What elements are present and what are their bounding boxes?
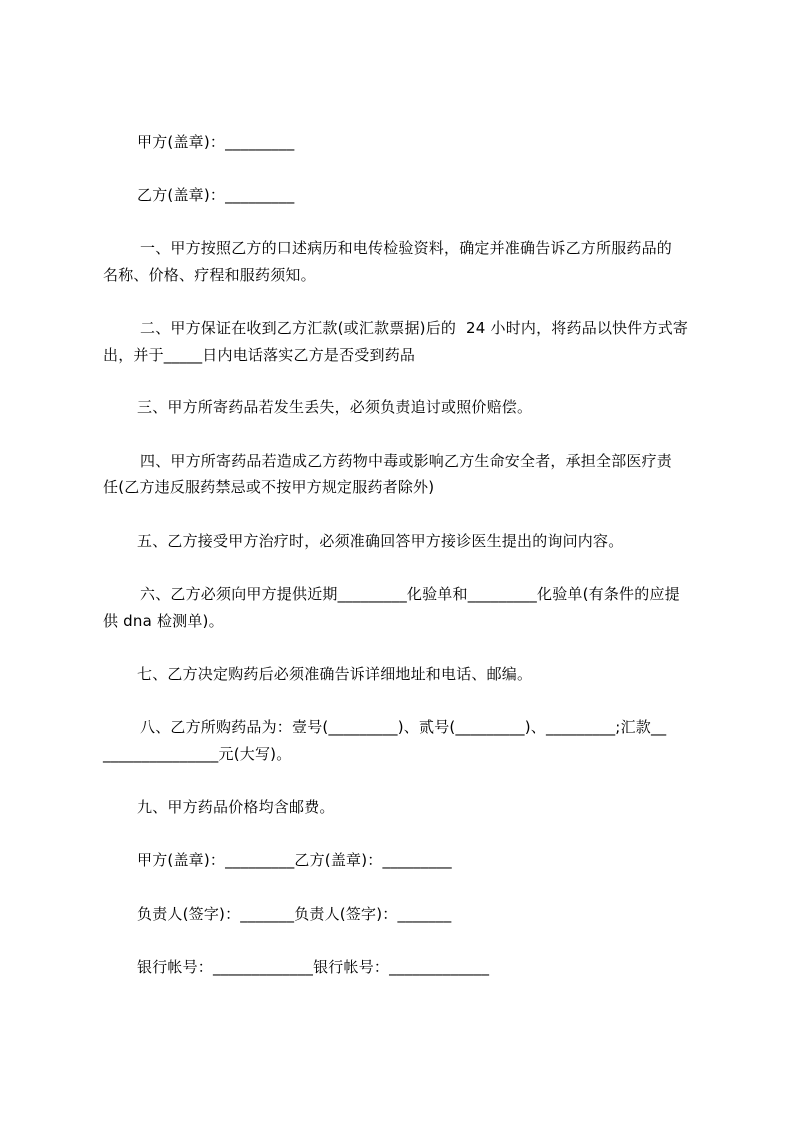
- clause-1-line-1: 一、甲方按照乙方的口述病历和电传检验资料，确定并准确告诉乙方所服药品的: [140, 239, 673, 257]
- clause-2-line-1: 二、甲方保证在收到乙方汇款(或汇款票据)后的 24 小时内，将药品以快件方式寄: [140, 319, 689, 337]
- clause-1-line-2: 名称、价格、疗程和服药须知。: [103, 266, 316, 284]
- clause-9: 九、甲方药品价格均含邮费。: [137, 798, 335, 816]
- seal-signature-line: 甲方(盖章)：_________乙方(盖章)：_________: [137, 851, 452, 869]
- clause-8-line-1: 八、乙方所购药品为：壹号(_________)、贰号(_________)、_________;汇款__: [140, 718, 667, 736]
- clause-6-line-1: 六、乙方必须向甲方提供近期_________化验单和_________化验单(有条件的应提: [140, 585, 680, 603]
- clause-3: 三、甲方所寄药品若发生丢失，必须负责追讨或照价赔偿。: [137, 398, 533, 416]
- clause-4-line-1: 四、甲方所寄药品若造成乙方药物中毒或影响乙方生命安全者，承担全部医疗责: [140, 452, 673, 470]
- clause-4-line-2: 任(乙方违反服药禁忌或不按甲方规定服药者除外): [103, 478, 435, 496]
- responsible-signature-line: 负责人(签字)：_______负责人(签字)：_______: [137, 905, 452, 923]
- bank-account-line: 银行帐号：_____________银行帐号：_____________: [137, 958, 490, 976]
- clause-7: 七、乙方决定购药后必须准确告诉详细地址和电话、邮编。: [137, 665, 533, 683]
- party-b-seal-line: 乙方(盖章)：_________: [137, 186, 295, 204]
- clause-5: 五、乙方接受甲方治疗时，必须准确回答甲方接诊医生提出的询问内容。: [137, 532, 624, 550]
- clause-8-line-2: _______________元(大写)。: [103, 745, 292, 763]
- clause-6-line-2: 供 dna 检测单)。: [103, 612, 224, 630]
- clause-2-line-2: 出，并于_____日内电话落实乙方是否受到药品: [103, 346, 416, 364]
- party-a-seal-line: 甲方(盖章)：_________: [137, 133, 295, 151]
